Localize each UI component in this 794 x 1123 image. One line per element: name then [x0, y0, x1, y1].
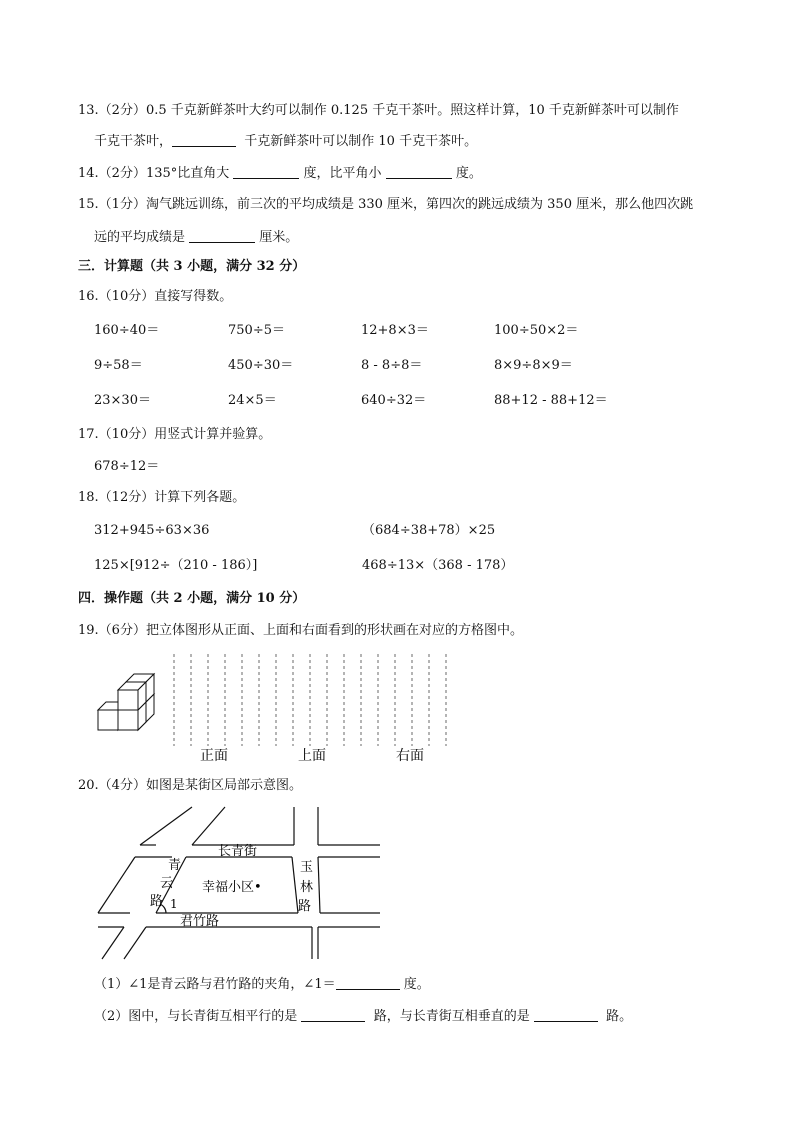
q17-title: 17.（10分）用竖式计算并验算。: [78, 427, 272, 442]
q20-sub2-text-a: （2）图中，与长青街互相平行的是: [94, 1009, 298, 1024]
q13-line2: [94, 132, 477, 151]
q15-text-a: 远的平均成绩是: [94, 230, 186, 245]
label-yulin-1: 玉: [300, 860, 314, 875]
label-yulin-2: 林: [300, 880, 314, 895]
q13-blank-1[interactable]: [172, 132, 236, 147]
q16-item: 640÷32＝: [361, 393, 427, 408]
q13-text-a: 千克干茶叶，: [94, 134, 173, 149]
q20-blank-2[interactable]: [301, 1007, 365, 1022]
q15-line2: [94, 228, 298, 247]
q14-text-a: 14.（2分）135°比直角大: [78, 166, 230, 181]
q14-blank-1[interactable]: [233, 164, 299, 179]
q18-expr: 312+945÷63×36: [94, 523, 210, 538]
q16-item: 24×5＝: [228, 393, 277, 408]
q20-title: 20.（4分）如图是某街区局部示意图。: [78, 778, 302, 793]
q14-blank-2[interactable]: [386, 164, 452, 179]
q20-sub1-text-b: 度。: [403, 977, 430, 992]
label-right: 右面: [396, 748, 424, 764]
q16-title: 16.（10分）直接写得数。: [78, 289, 233, 304]
q13-text-b: 千克新鲜茶叶可以制作 10 千克干茶叶。: [244, 134, 478, 149]
label-qingyun-1: 青: [168, 858, 182, 873]
q13-line1: 13.（2分）0.5 千克新鲜茶叶大约可以制作 0.125 千克干茶叶。照这样计算，10 千克新鲜茶叶可以制作: [78, 103, 679, 118]
q16-item: 12+8×3＝: [361, 323, 429, 338]
q18-title: 18.（12分）计算下列各题。: [78, 490, 246, 505]
q14-text-b: 度，比平角小: [303, 166, 382, 181]
q16-item: 8 - 8÷8＝: [361, 358, 423, 373]
q16-item: 100÷50×2＝: [494, 323, 579, 338]
q17-expr: 678÷12＝: [94, 459, 160, 474]
q16-item: 750÷5＝: [228, 323, 285, 338]
grid-right: [378, 654, 446, 746]
label-changqing: 长青街: [218, 844, 258, 859]
grid-front: [174, 654, 259, 746]
q20-blank-3[interactable]: [534, 1007, 598, 1022]
q19-figure: [90, 650, 460, 770]
q20-sub2-text-b: 路，与长青街互相垂直的是: [373, 1009, 530, 1024]
q20-sub2-text-c: 路。: [606, 1009, 633, 1024]
q16-item: 88+12 - 88+12＝: [494, 393, 608, 408]
q15-blank[interactable]: [189, 228, 255, 243]
label-top: 上面: [298, 748, 326, 764]
q20-sub2: [94, 1007, 632, 1026]
q18-expr: 125×[912÷（210 - 186）]: [94, 558, 258, 573]
label-junzhu: 君竹路: [180, 914, 220, 929]
q16-item: 8×9÷8×9＝: [494, 358, 573, 373]
cube-stack-figure: [98, 674, 154, 730]
q20-blank-1[interactable]: [336, 975, 400, 990]
q18-expr: 468÷13×（368 - 178）: [362, 558, 514, 573]
q15-line1: 15.（1分）淘气跳远训练，前三次的平均成绩是 330 厘米，第四次的跳远成绩为 350 厘米，那么他四次跳: [78, 197, 694, 212]
label-angle-1: 1: [170, 897, 178, 911]
label-qingyun-2: 云: [160, 876, 174, 891]
q16-item: 9÷58＝: [94, 358, 143, 373]
section-3-heading: 三．计算题（共 3 小题，满分 32 分）: [78, 259, 306, 274]
q19-title: 19.（6分）把立体图形从正面、上面和右面看到的形状画在对应的方格图中。: [78, 623, 523, 638]
grid-top: [276, 654, 361, 746]
q15-text-b: 厘米。: [259, 230, 299, 245]
label-qingyun-3: 路: [150, 894, 164, 909]
section-4-heading: 四．操作题（共 2 小题，满分 10 分）: [78, 591, 306, 606]
q18-expr: （684÷38+78）×25: [362, 523, 496, 538]
street-map: [90, 805, 390, 965]
q14-text-c: 度。: [455, 166, 482, 181]
q16-item: 23×30＝: [94, 393, 151, 408]
label-community: 幸福小区•: [202, 880, 262, 895]
label-yulin-3: 路: [298, 899, 312, 914]
q20-sub1: [94, 975, 430, 994]
q14: [78, 164, 482, 183]
q16-item: 160÷40＝: [94, 323, 160, 338]
q16-item: 450÷30＝: [228, 358, 294, 373]
label-front: 正面: [200, 748, 228, 764]
q20-sub1-text-a: （1）∠1是青云路与君竹路的夹角，∠1＝: [94, 977, 336, 992]
